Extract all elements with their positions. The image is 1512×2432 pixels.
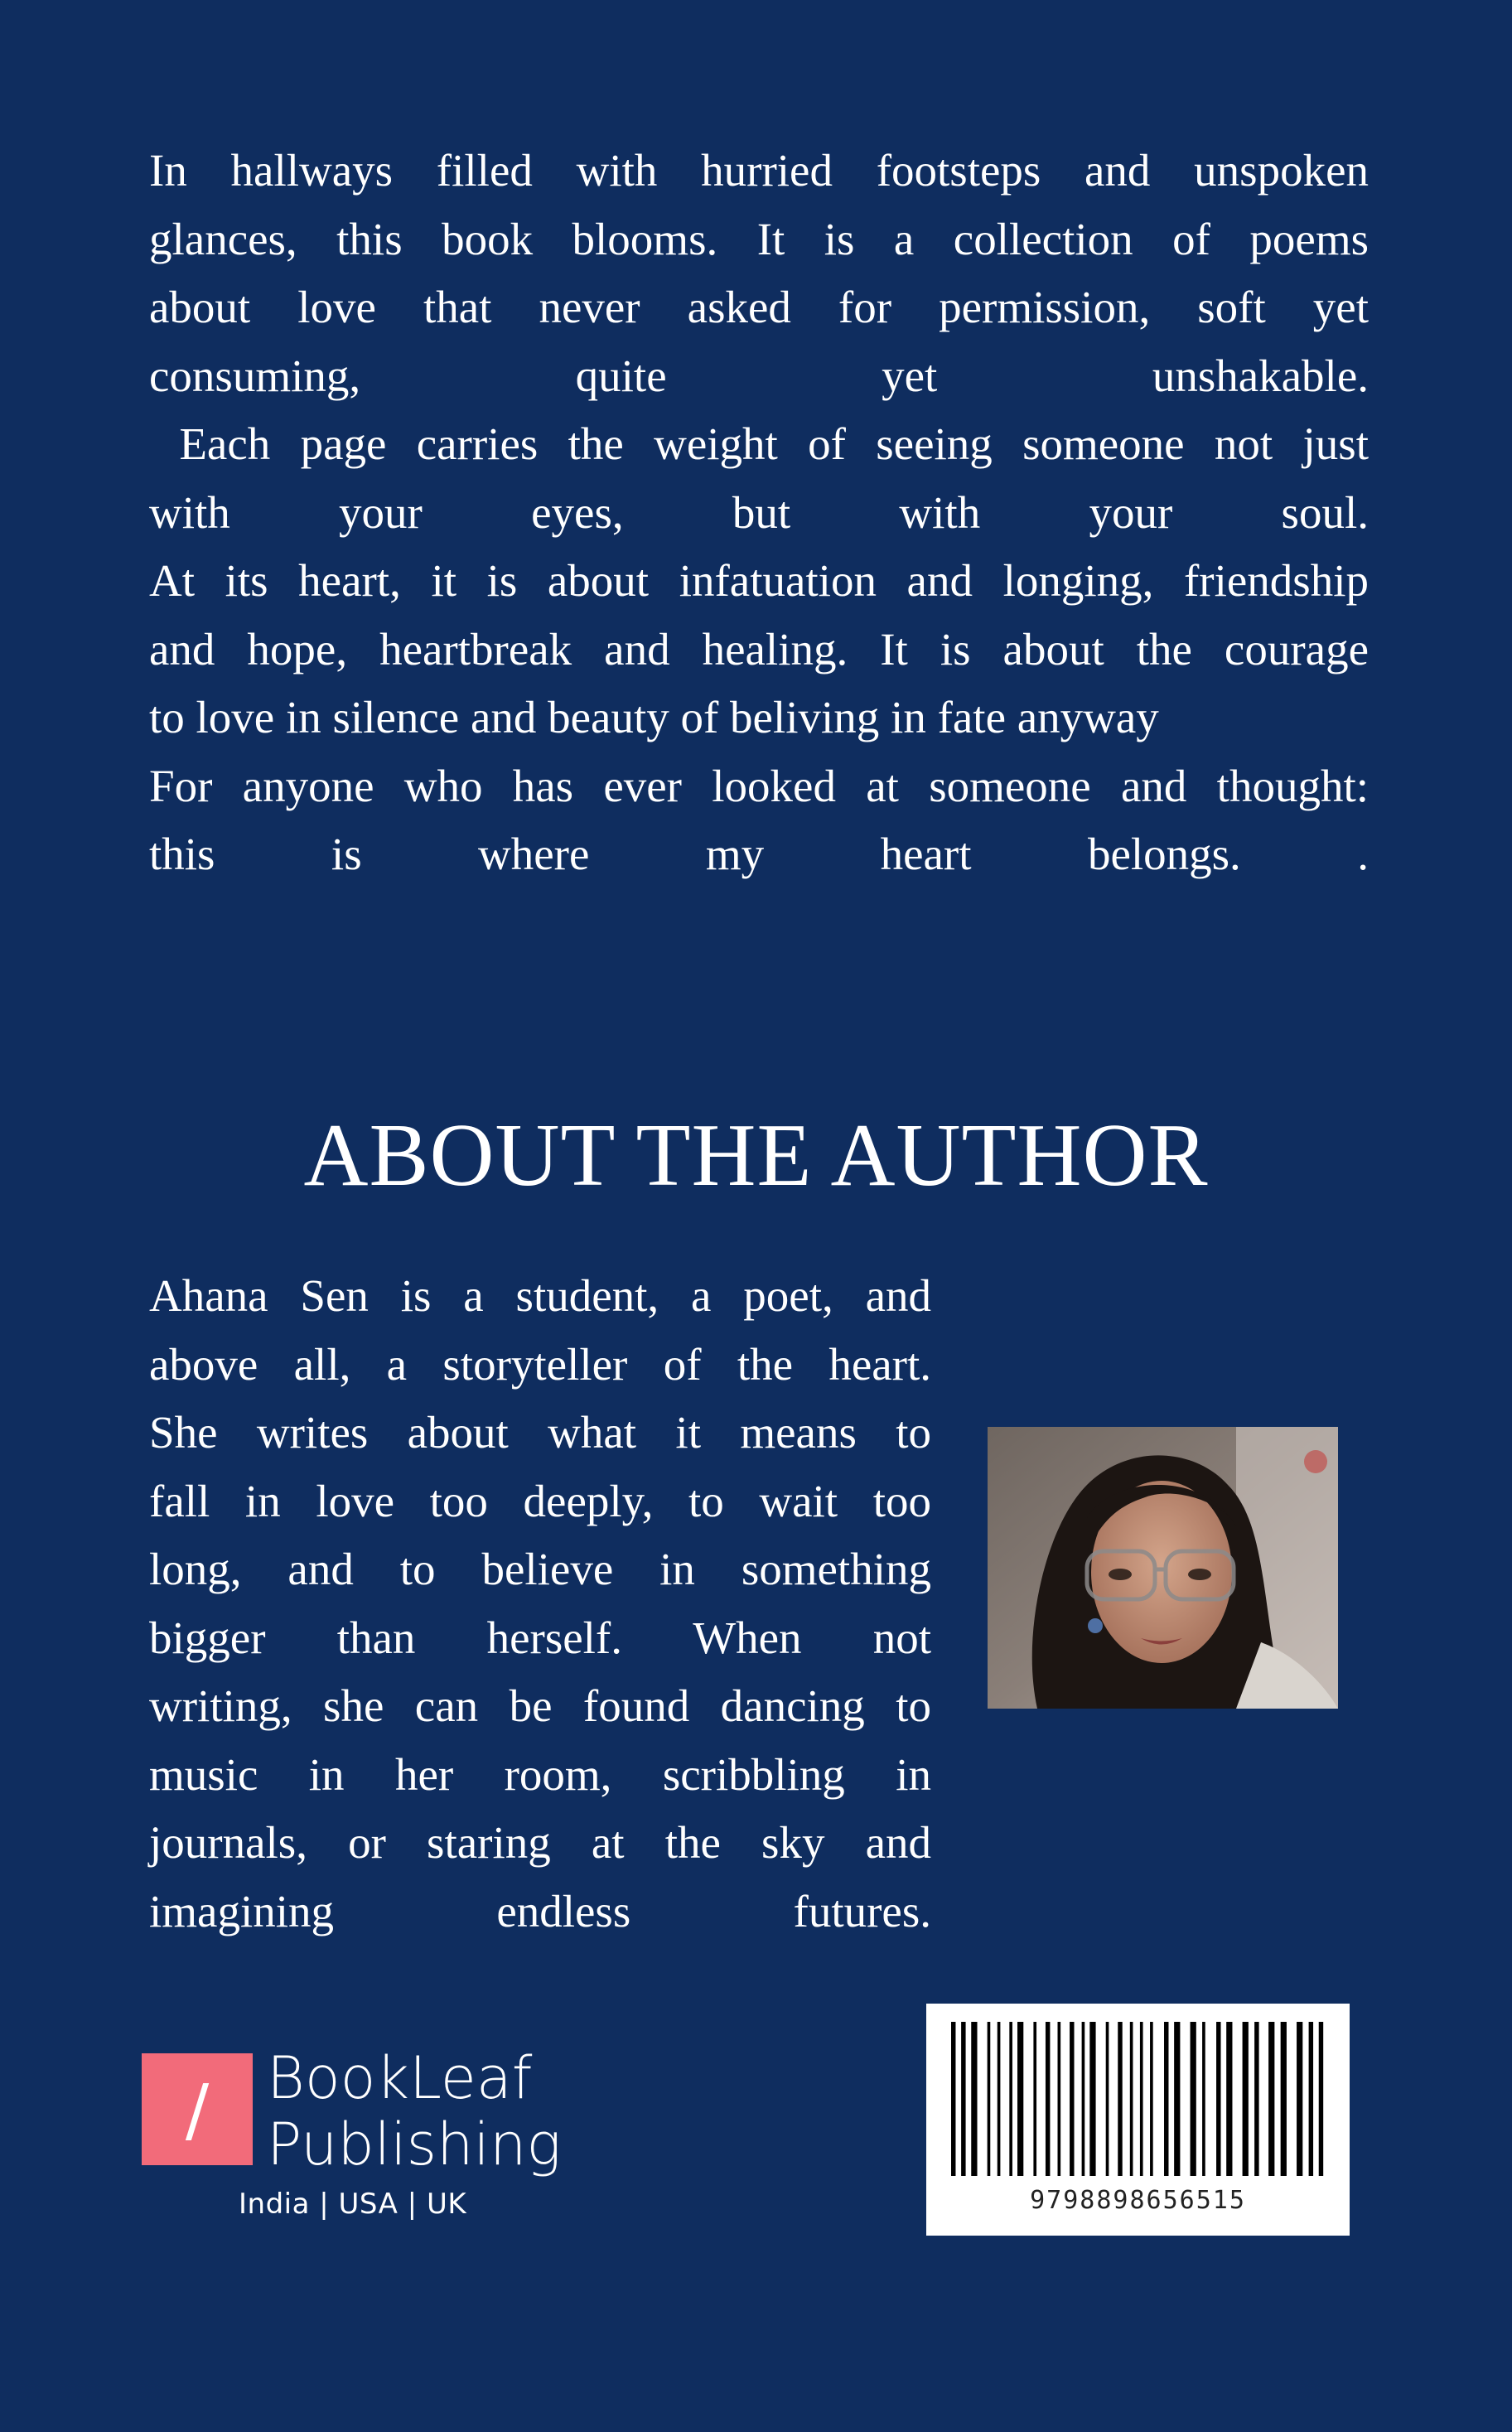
bio-line: bigger than herself. When not — [149, 1612, 931, 1663]
publisher-logo-mark — [142, 2053, 253, 2165]
barcode-bar — [1164, 2022, 1168, 2176]
barcode-bar — [1017, 2022, 1023, 2176]
barcode-bar — [1319, 2022, 1323, 2176]
barcode-bar — [1191, 2022, 1196, 2176]
barcode-bar — [1082, 2022, 1085, 2176]
publisher-name-line1: BookLeaf — [267, 2044, 533, 2112]
author-photo — [988, 1427, 1338, 1709]
blurb-line: Each page carries the weight of seeing someone not just — [149, 418, 1369, 469]
blurb-line: about love that never asked for permission, soft yet — [149, 282, 1369, 332]
barcode-bar — [1174, 2022, 1180, 2176]
publisher-name-line2: Publishing — [267, 2110, 562, 2178]
bio-line: music in her room, scribbling in — [149, 1748, 931, 1800]
barcode-bar — [951, 2022, 955, 2176]
barcode-bar — [1140, 2022, 1143, 2176]
blurb-line: with your eyes, but with your soul. — [149, 486, 1369, 538]
author-bio — [149, 1262, 931, 1946]
barcode-bar — [1309, 2022, 1313, 2176]
barcode-bar — [1216, 2022, 1220, 2176]
blurb-line: and hope, heartbreak and healing. It is about the courage — [149, 623, 1369, 674]
bio-line: long, and to believe in something — [149, 1544, 931, 1594]
isbn-barcode — [926, 2004, 1350, 2236]
barcode-bar — [1297, 2022, 1302, 2176]
barcode-bar — [1033, 2022, 1036, 2176]
barcode-bar — [988, 2022, 991, 2176]
blurb-line: this is where my heart belongs. . — [149, 829, 1369, 879]
publisher-name — [267, 2045, 561, 2178]
barcode-bar — [1009, 2022, 1012, 2176]
barcode-bar — [1268, 2022, 1274, 2176]
bio-line: journals, or staring at the sky and — [149, 1817, 931, 1868]
barcode-bar — [1202, 2022, 1205, 2176]
barcode-bar — [961, 2022, 965, 2176]
barcode-bar — [1243, 2022, 1249, 2176]
bio-line: writing, she can be found dancing to — [149, 1680, 931, 1731]
logo-slash-glyph: / — [185, 2068, 210, 2150]
blurb-line: consuming, quite yet unshakable. — [149, 350, 1369, 401]
blurb-line: At its heart, it is about infatuation and longing, friendship — [149, 555, 1369, 606]
barcode-bar — [1058, 2022, 1061, 2176]
about-author-heading: ABOUT THE AUTHOR — [303, 1106, 1209, 1205]
book-blurb — [149, 137, 1369, 889]
barcode-bar — [1226, 2022, 1232, 2176]
barcode-bar — [1281, 2022, 1287, 2176]
barcode-bar — [1070, 2022, 1074, 2176]
barcode-bar — [1130, 2022, 1133, 2176]
bio-line: imagining endless futures. — [149, 1885, 931, 1936]
bio-line: fall in love too deeply, to wait too — [149, 1475, 931, 1526]
barcode-bar — [998, 2022, 1001, 2176]
barcode-bar — [1254, 2022, 1258, 2176]
blurb-line: In hallways filled with hurried footsteps and unspoken — [149, 145, 1369, 196]
blurb-line: to love in silence and beauty of beliving in fate anyway — [149, 692, 1159, 742]
barcode-bar — [1150, 2022, 1153, 2176]
publisher-regions: India | USA | UK — [239, 2188, 467, 2221]
blurb-line: glances, this book blooms. It is a collection of poems — [149, 213, 1369, 264]
barcode-bar — [1089, 2022, 1095, 2176]
blurb-line: For anyone who has ever looked at someone and thought: — [149, 760, 1369, 811]
barcode-bar — [1118, 2022, 1122, 2176]
barcode-bar — [1046, 2022, 1050, 2176]
bio-line: Ahana Sen is a student, a poet, and — [149, 1270, 931, 1321]
bio-line: above all, a storyteller of the heart. — [149, 1338, 931, 1390]
barcode-bar — [1106, 2022, 1109, 2176]
isbn-number: 9798898656515 — [1030, 2186, 1246, 2215]
bio-line: She writes about what it means to — [149, 1407, 931, 1458]
barcode-bar — [971, 2022, 977, 2176]
